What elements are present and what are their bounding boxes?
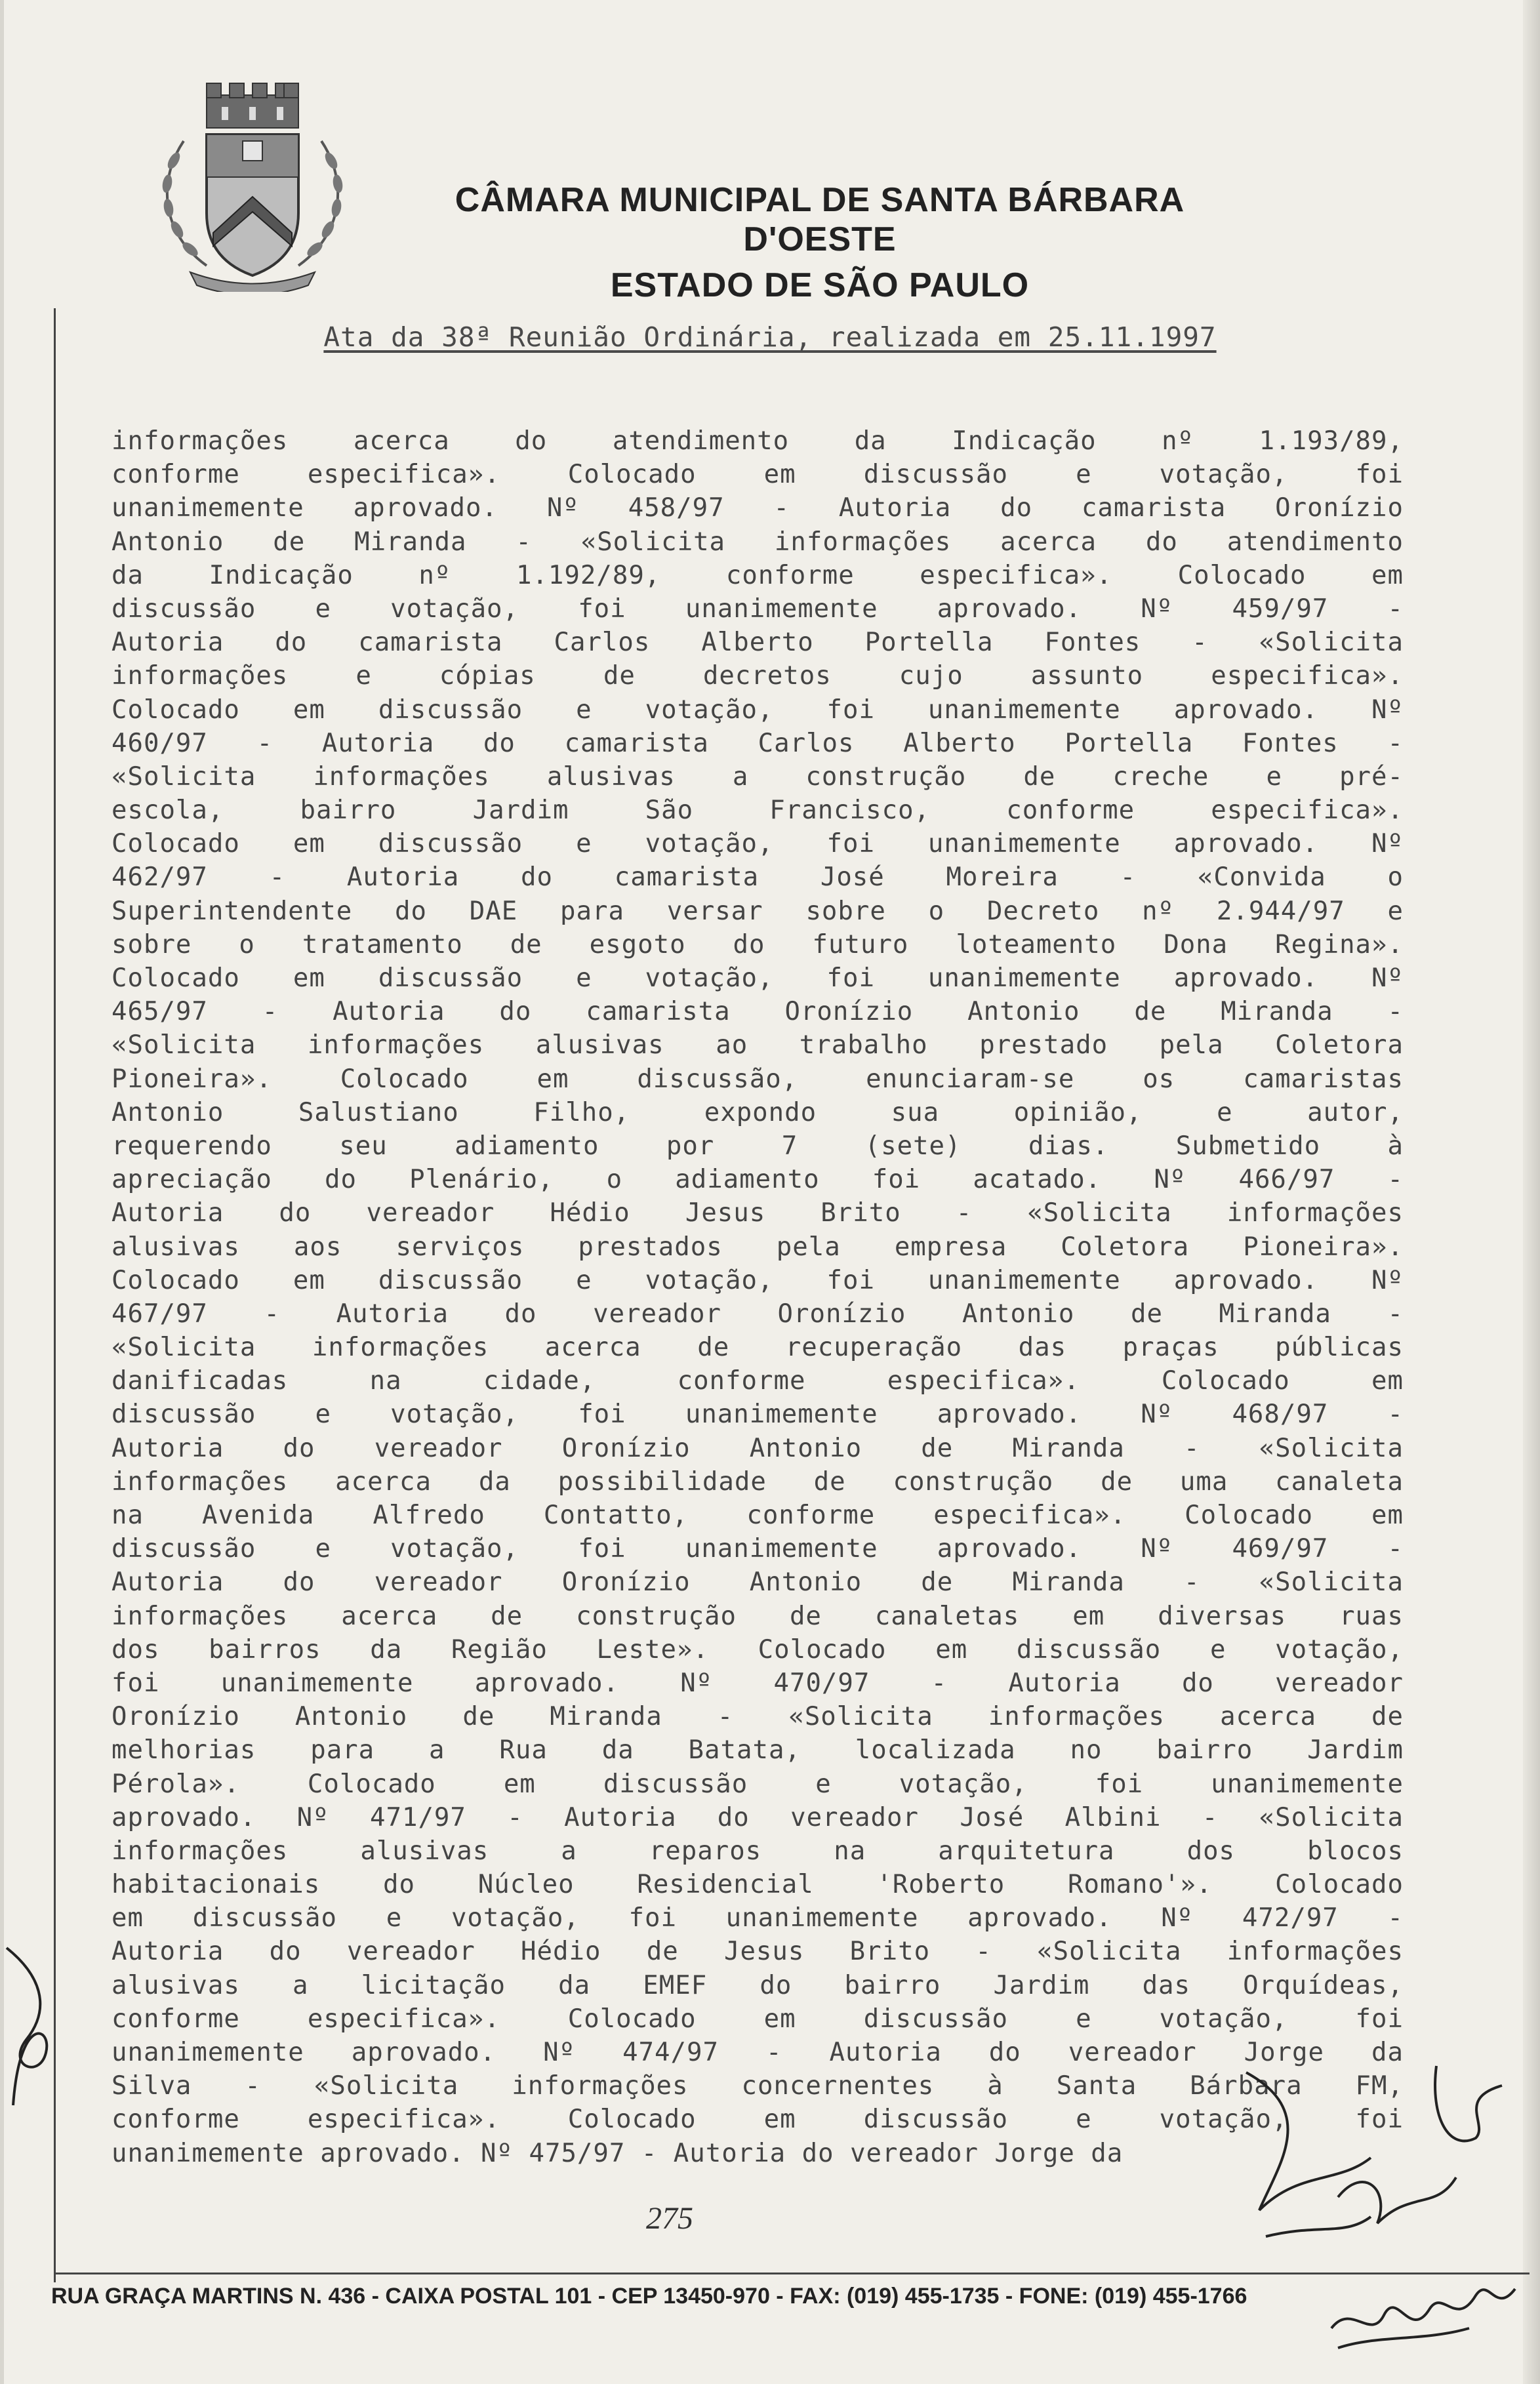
institution-header — [394, 180, 1246, 305]
body-line: Pérola». Colocado em discussão e votação, foi unanimemente — [111, 1769, 1404, 1799]
body-line: requerendo seu adiamento por 7 (sete) dias. Submetido à — [111, 1131, 1404, 1161]
body-line: na Avenida Alfredo Contatto, conforme especifica». Colocado em — [111, 1501, 1404, 1530]
body-line: melhorias para a Rua da Batata, localizada no bairro Jardim — [111, 1735, 1404, 1766]
body-line: «Solicita informações alusivas a construção de creche e pré- — [111, 761, 1404, 792]
initials-signature — [1325, 2250, 1522, 2361]
body-line: habitacionais do Núcleo Residencial 'Roberto Romano'». Colocado — [111, 1870, 1404, 1900]
body-line: unanimemente aprovado. Nº 475/97 - Autoria do vereador Jorge da — [111, 2138, 1124, 2168]
institution-name: CÂMARA MUNICIPAL DE SANTA BÁRBARA D'OESTE — [455, 181, 1185, 258]
body-line: conforme especifica». Colocado em discussão e votação, foi — [111, 2105, 1404, 2135]
body-line: Autoria do vereador Hédio Jesus Brito - «Solicita informações — [111, 1198, 1404, 1228]
body-line: Silva - «Solicita informações concernentes à Santa Bárbara FM, — [111, 2071, 1404, 2101]
body-line: «Solicita informações alusivas ao trabalho prestado pela Coletora — [111, 1030, 1404, 1061]
body-line: Autoria do vereador Oronízio Antonio de Miranda - «Solicita — [111, 1567, 1404, 1598]
body-line: escola, bairro Jardim São Francisco, conforme especifica». — [111, 796, 1404, 826]
margin-signature — [0, 1935, 92, 2131]
minutes-title — [0, 321, 1540, 353]
body-line: da Indicação nº 1.192/89, conforme especifica». Colocado em — [111, 560, 1404, 590]
body-line: Colocado em discussão e votação, foi unanimemente aprovado. Nº — [111, 1265, 1404, 1295]
body-line: conforme especifica». Colocado em discussão e votação, foi — [111, 2004, 1404, 2034]
body-line: em discussão e votação, foi unanimemente aprovado. Nº 472/97 - — [111, 1903, 1404, 1933]
body-line: discussão e votação, foi unanimemente aprovado. Nº 459/97 - — [111, 594, 1404, 624]
body-line: Colocado em discussão e votação, foi unanimemente aprovado. Nº — [111, 963, 1404, 993]
footer-rule — [54, 2273, 1530, 2274]
body-line: Colocado em discussão e votação, foi unanimemente aprovado. Nº — [111, 695, 1404, 725]
body-line: informações e cópias de decretos cujo assunto especifica». — [111, 661, 1404, 691]
body-line: alusivas aos serviços prestados pela empresa Coletora Pioneira». — [111, 1232, 1404, 1262]
body-line: Superintendente do DAE para versar sobre o Decreto nº 2.944/97 e — [111, 896, 1404, 926]
signatures-cluster — [1240, 2059, 1528, 2256]
body-line: 467/97 - Autoria do vereador Oronízio Antonio de Miranda - — [111, 1299, 1404, 1329]
body-line: «Solicita informações acerca de recuperação das praças públicas — [111, 1333, 1404, 1363]
body-line: danificadas na cidade, conforme especifica». Colocado em — [111, 1366, 1404, 1396]
body-line: Antonio Salustiano Filho, expondo sua opinião, e autor, — [111, 1097, 1404, 1127]
minutes-title-text: Ata da 38ª Reunião Ordinária, realizada em 25.11.1997 — [323, 321, 1217, 353]
address-footer: RUA GRAÇA MARTINS N. 436 - CAIXA POSTAL 101 - CEP 13450-970 - FAX: (019) 455-1735 - FONE: (019) 455-1766 — [51, 2284, 1247, 2309]
body-line: foi unanimemente aprovado. Nº 470/97 - Autoria do vereador — [111, 1668, 1404, 1698]
body-line: Colocado em discussão e votação, foi unanimemente aprovado. Nº — [111, 829, 1404, 859]
body-line: Autoria do vereador Hédio de Jesus Brito - «Solicita informações — [111, 1937, 1404, 1967]
body-line: Oronízio Antonio de Miranda - «Solicita informações acerca de — [111, 1702, 1404, 1732]
body-line: dos bairros da Região Leste». Colocado em discussão e votação, — [111, 1634, 1404, 1665]
body-line: 462/97 - Autoria do camarista José Moreira - «Convida o — [111, 862, 1404, 893]
page-number: 275 — [646, 2201, 693, 2236]
state-name: ESTADO DE SÃO PAULO — [610, 266, 1030, 304]
body-line: alusivas a licitação da EMEF do bairro Jardim das Orquídeas, — [111, 1970, 1404, 2000]
body-line: sobre o tratamento de esgoto do futuro loteamento Dona Regina». — [111, 929, 1404, 960]
body-line: apreciação do Plenário, o adiamento foi acatado. Nº 466/97 - — [111, 1165, 1404, 1195]
municipal-coat-of-arms-icon — [144, 69, 361, 292]
body-line: informações acerca da possibilidade de construção de uma canaleta — [111, 1466, 1404, 1497]
minutes-body — [111, 424, 1404, 2170]
body-line: unanimemente aprovado. Nº 474/97 - Autoria do vereador Jorge da — [111, 2038, 1404, 2067]
body-line: unanimemente aprovado. Nº 458/97 - Autoria do camarista Oronízio — [111, 493, 1404, 523]
body-line: aprovado. Nº 471/97 - Autoria do vereador José Albini - «Solicita — [111, 1802, 1404, 1832]
body-line: conforme especifica». Colocado em discussão e votação, foi — [111, 460, 1404, 490]
body-line: discussão e votação, foi unanimemente aprovado. Nº 468/97 - — [111, 1400, 1404, 1430]
body-line: Antonio de Miranda - «Solicita informações acerca do atendimento — [111, 527, 1404, 557]
body-line: informações acerca de construção de canaletas em diversas ruas — [111, 1601, 1404, 1631]
body-line: 465/97 - Autoria do camarista Oronízio Antonio de Miranda - — [111, 997, 1404, 1027]
body-line: Autoria do vereador Oronízio Antonio de Miranda - «Solicita — [111, 1433, 1404, 1463]
body-line: informações acerca do atendimento da Indicação nº 1.193/89, — [111, 426, 1404, 456]
body-line: 460/97 - Autoria do camarista Carlos Alberto Portella Fontes - — [111, 728, 1404, 758]
body-line: Autoria do camarista Carlos Alberto Portella Fontes - «Solicita — [111, 628, 1404, 658]
body-line: Pioneira». Colocado em discussão, enunciaram-se os camaristas — [111, 1064, 1404, 1094]
body-line: discussão e votação, foi unanimemente aprovado. Nº 469/97 - — [111, 1534, 1404, 1564]
body-line: informações alusivas a reparos na arquitetura dos blocos — [111, 1836, 1404, 1866]
